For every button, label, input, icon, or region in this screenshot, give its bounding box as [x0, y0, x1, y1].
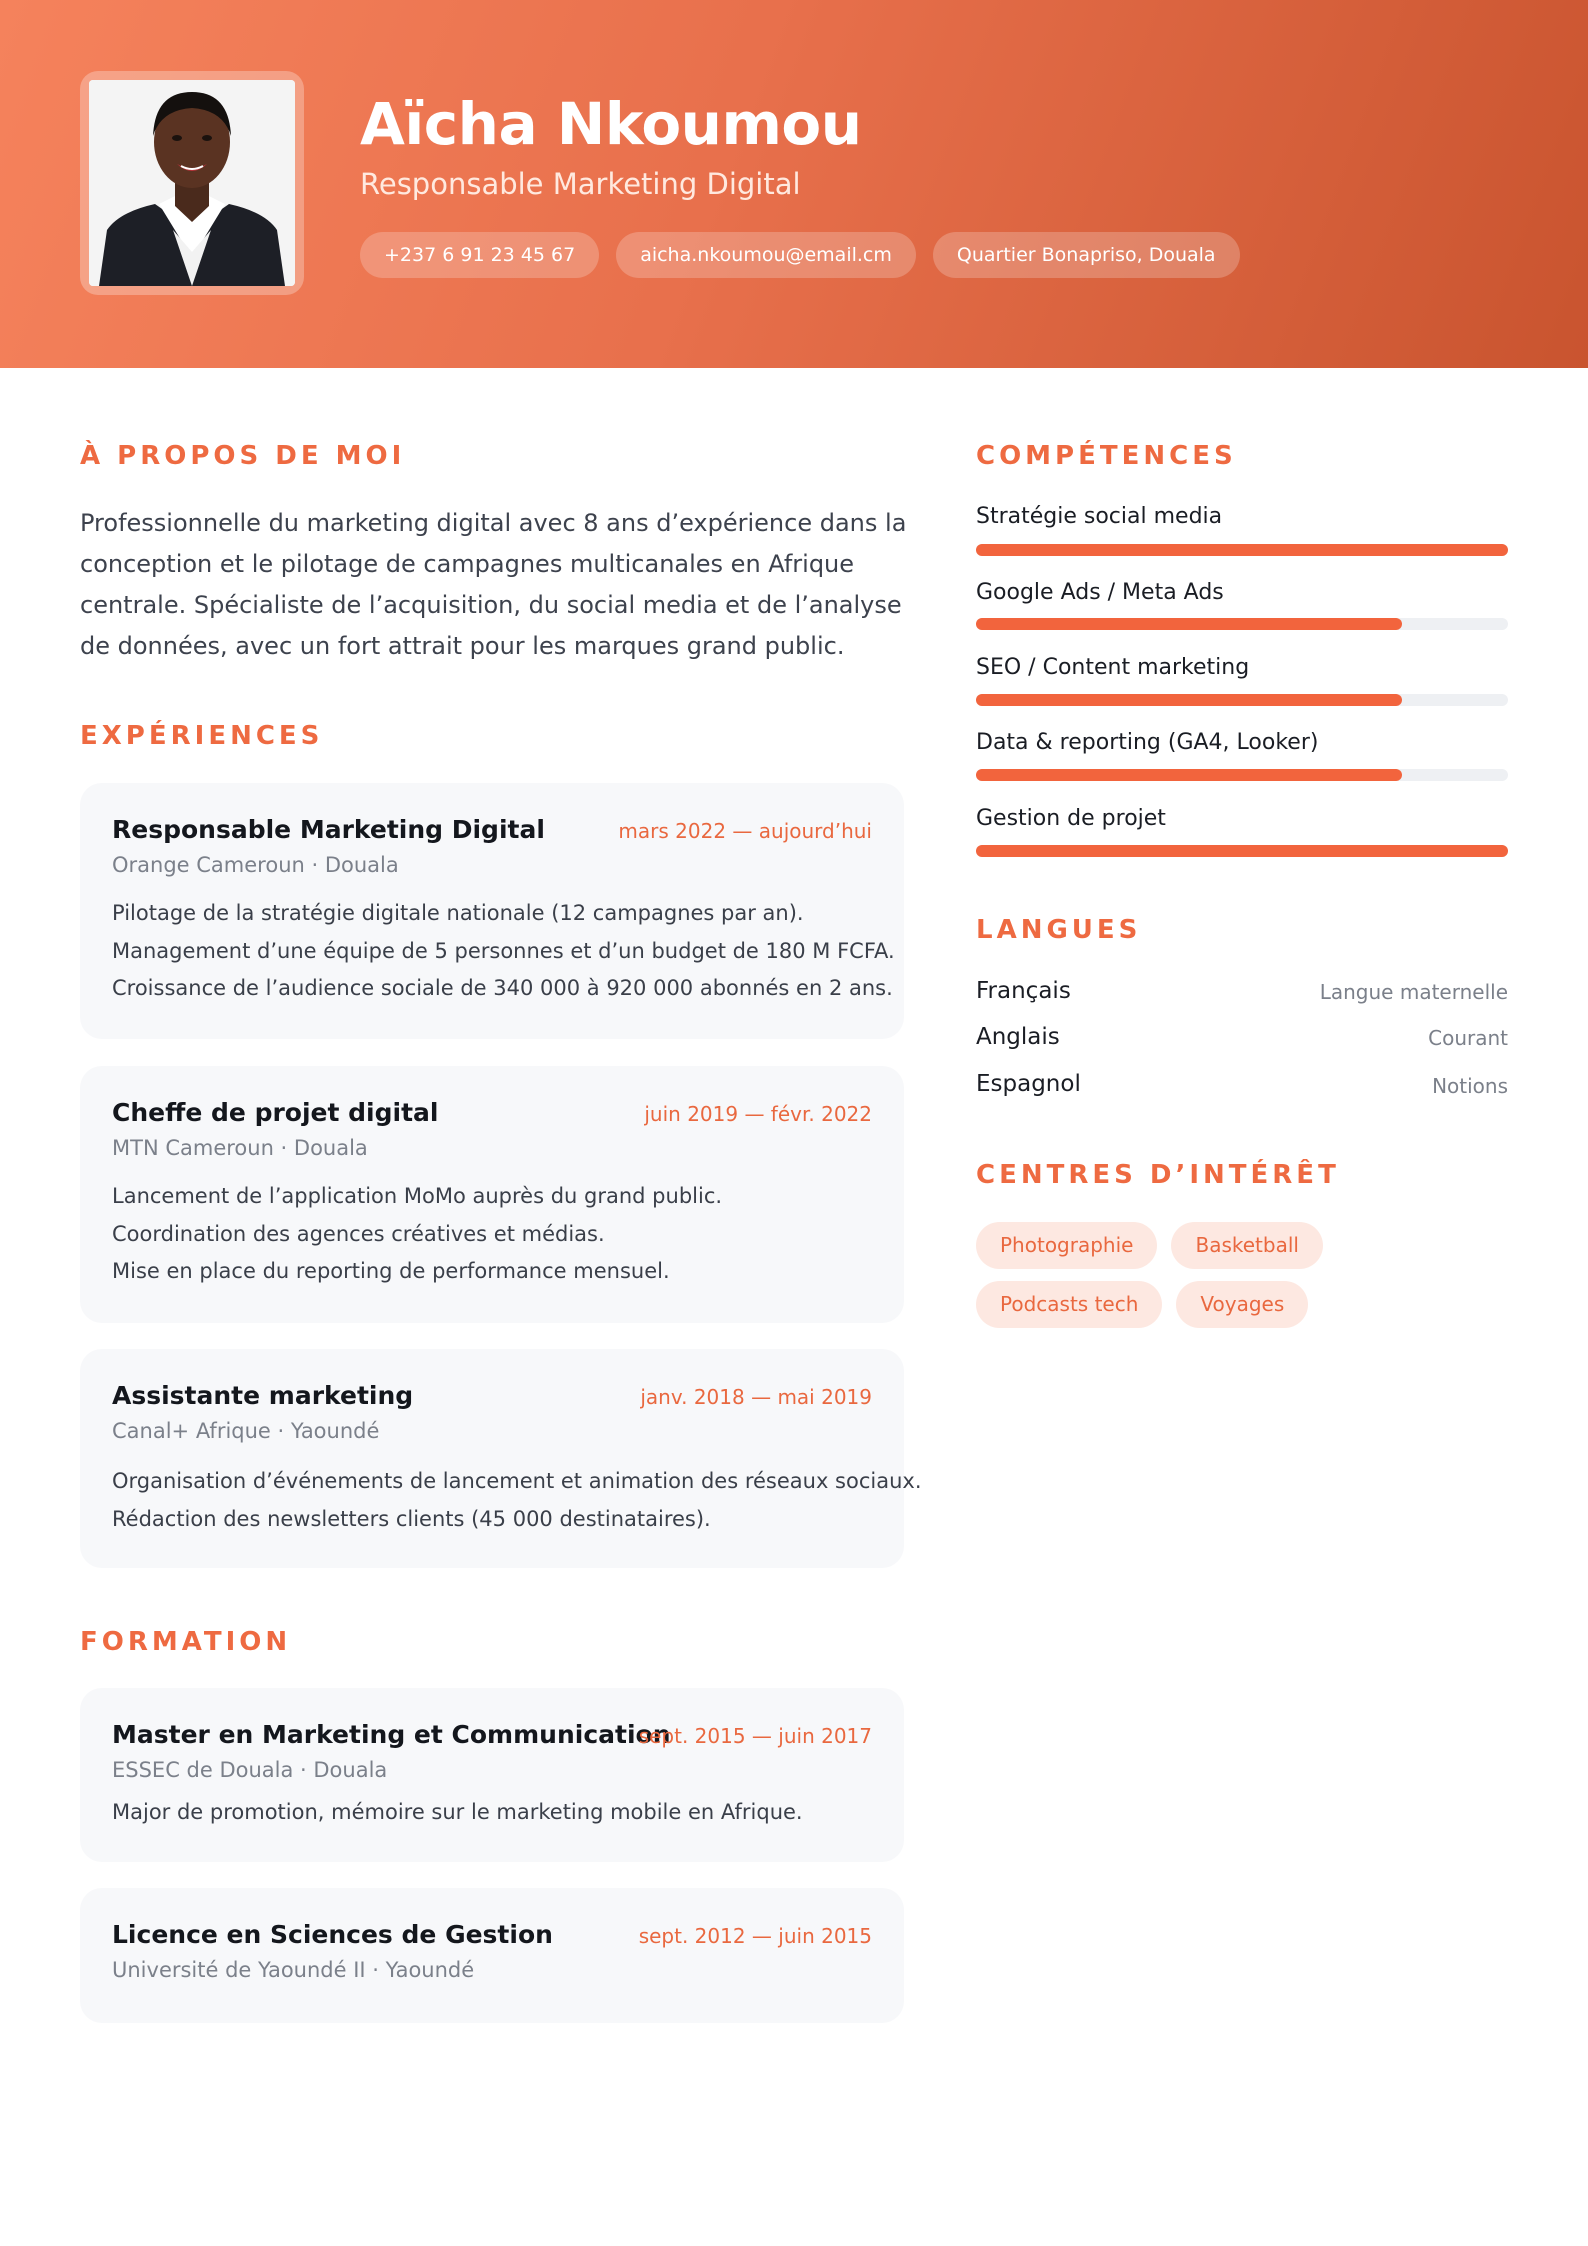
experience-dates: janv. 2018 — mai 2019 [640, 1385, 872, 1409]
experience-title: Cheffe de projet digital [112, 1098, 439, 1127]
candidate-role: Responsable Marketing Digital [360, 167, 801, 201]
skill-bar-fill [976, 544, 1508, 556]
description-line: Organisation d’événements de lancement et animation des réseaux sociaux. [112, 1469, 922, 1493]
skill-bar [976, 544, 1508, 556]
email-chip[interactable]: aicha.nkoumou@email.cm [616, 232, 916, 278]
candidate-name: Aïcha Nkoumou [360, 90, 862, 158]
formation-dates: sept. 2012 — juin 2015 [638, 1924, 872, 1948]
interest-tag: Voyages [1176, 1281, 1308, 1328]
skill-label: SEO / Content marketing [976, 655, 1250, 680]
language-name: Français [976, 978, 1071, 1004]
description-line: Pilotage de la stratégie digitale nationale (12 campagnes par an). [112, 901, 804, 925]
interest-tag: Basketball [1171, 1222, 1322, 1269]
formation-org: Université de Yaoundé II · Yaoundé [112, 1958, 475, 1982]
experience-card [80, 1066, 904, 1323]
portrait-photo-icon [89, 80, 295, 286]
photo-frame [80, 71, 304, 295]
interest-tag: Podcasts tech [976, 1281, 1162, 1328]
interest-tags [976, 1222, 1516, 1328]
description-line: Rédaction des newsletters clients (45 000 destinataires). [112, 1506, 711, 1531]
description-line: Mise en place du reporting de performance mensuel. [112, 1259, 670, 1283]
cv-header [0, 0, 1588, 368]
skill-bar-fill [976, 769, 1402, 781]
contact-chips [360, 232, 1240, 278]
skill-bar [976, 845, 1508, 857]
experience-org: MTN Cameroun · Douala [112, 1136, 368, 1160]
formation-title: Master en Marketing et Communication [112, 1720, 671, 1749]
experience-title: Responsable Marketing Digital [112, 815, 545, 844]
formation-description [112, 1794, 882, 1832]
interest-tag: Photographie [976, 1222, 1157, 1269]
address-chip: Quartier Bonapriso, Douala [933, 232, 1240, 278]
description-line: Coordination des agences créatives et médias. [112, 1221, 605, 1246]
language-name: Anglais [976, 1024, 1060, 1050]
skill-bar-fill [976, 618, 1402, 630]
skill-bar-fill [976, 845, 1508, 857]
skill-bar [976, 769, 1508, 781]
description-line: Croissance de l’audience sociale de 340 000 à 920 000 abonnés en 2 ans. [112, 976, 893, 1000]
skills-section-title: COMPÉTENCES [976, 441, 1237, 471]
formation-section-title: FORMATION [80, 1627, 292, 1657]
formation-dates: sept. 2015 — juin 2017 [638, 1724, 872, 1748]
description-line: Major de promotion, mémoire sur le marketing mobile en Afrique. [112, 1800, 803, 1824]
experience-description [112, 1463, 922, 1538]
experience-org: Orange Cameroun · Douala [112, 853, 399, 877]
experience-org: Canal+ Afrique · Yaoundé [112, 1419, 380, 1443]
experience-card [80, 783, 904, 1039]
description-line: Management d’une équipe de 5 personnes et d’un budget de 180 M FCFA. [112, 938, 895, 963]
skill-label: Data & reporting (GA4, Looker) [976, 730, 1319, 755]
description-line: Lancement de l’application MoMo auprès du grand public. [112, 1184, 723, 1208]
experience-description [112, 1178, 882, 1291]
skill-label: Stratégie social media [976, 504, 1223, 529]
language-name: Espagnol [976, 1071, 1081, 1097]
experience-description [112, 895, 895, 1008]
skill-bar-fill [976, 694, 1402, 706]
formation-org: ESSEC de Douala · Douala [112, 1758, 388, 1782]
language-level: Langue maternelle [1319, 980, 1508, 1004]
language-level: Courant [1428, 1026, 1508, 1050]
about-text: Professionnelle du marketing digital avec 8 ans d’expérience dans la conception et le pilotage de campagnes multicanales en Afrique centrale. Spécialiste de l’acquisition, du social media et de l’analyse de données, avec un fort attrait pour les marques grand public. [80, 509, 907, 660]
skill-label: Google Ads / Meta Ads [976, 580, 1224, 605]
about-section-title: À PROPOS DE MOI [80, 441, 406, 471]
skill-label: Gestion de projet [976, 806, 1166, 831]
skill-bar [976, 618, 1508, 630]
languages-section-title: LANGUES [976, 915, 1142, 945]
formation-card [80, 1688, 904, 1862]
formation-card [80, 1888, 904, 2023]
skill-bar [976, 694, 1508, 706]
phone-chip[interactable]: +237 6 91 23 45 67 [360, 232, 599, 278]
formation-title: Licence en Sciences de Gestion [112, 1920, 553, 1949]
experiences-section-title: EXPÉRIENCES [80, 721, 324, 751]
interests-section-title: CENTRES D’INTÉRÊT [976, 1160, 1340, 1190]
language-level: Notions [1432, 1074, 1508, 1098]
experience-title: Assistante marketing [112, 1381, 414, 1410]
experience-card [80, 1349, 922, 1568]
experience-dates: juin 2019 — févr. 2022 [644, 1102, 872, 1126]
experience-dates: mars 2022 — aujourd’hui [618, 819, 872, 843]
